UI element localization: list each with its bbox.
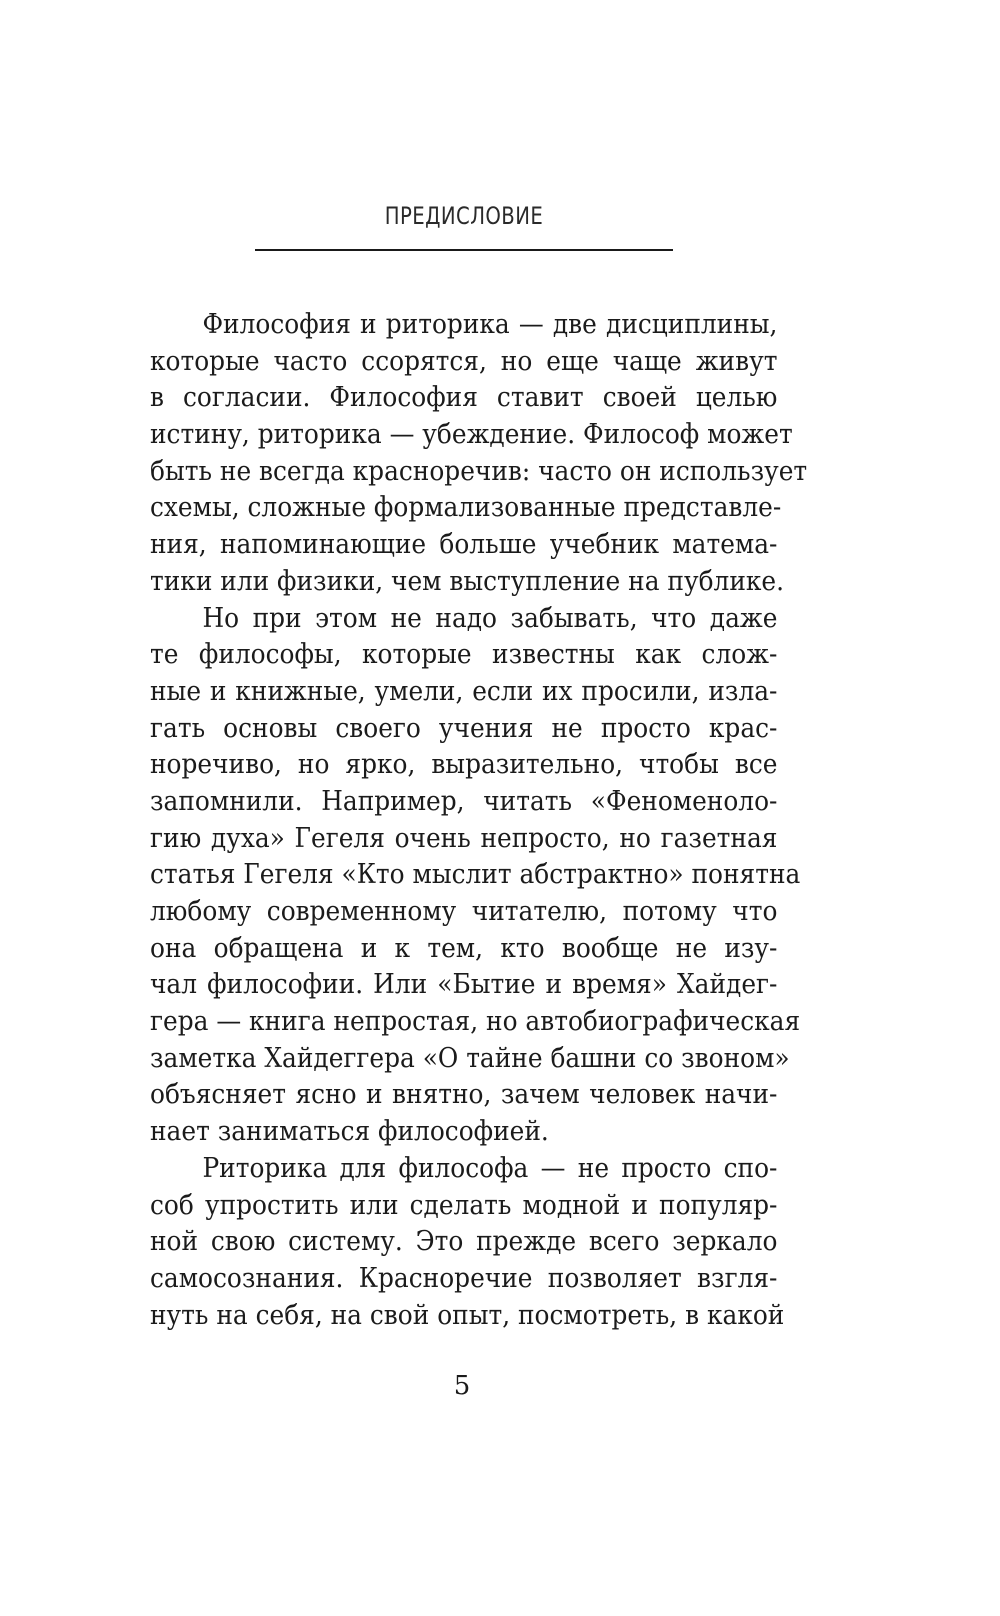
text-line: чал философии. Или «Бытие и время» Хайдег-: [150, 969, 778, 1001]
text-line: нает заниматься философией.: [150, 1116, 549, 1148]
text-line: запомнили. Например, читать «Феноменоло-: [150, 785, 778, 817]
text-line: гера — книга непростая, но автобиографическая: [150, 1006, 801, 1038]
text-line: статья Гегеля «Кто мыслит абстрактно» понятна: [150, 859, 801, 891]
text-line: Но при этом не надо забывать, что даже: [202, 602, 778, 634]
text-line: ные и книжные, умели, если их просили, изла-: [150, 675, 778, 707]
text-line: гать основы своего учения не просто крас-: [150, 712, 778, 744]
text-line: истину, риторика — убеждение. Философ может: [150, 419, 793, 451]
page-number: 5: [453, 1371, 471, 1401]
text-line: любому современному читателю, потому что: [150, 896, 778, 927]
text-line: те философы, которые известны как слож-: [150, 639, 778, 671]
text-line: гию духа» Гегеля очень непросто, но газетная: [150, 822, 778, 854]
text-line: которые часто ссорятся, но еще чаще живут: [150, 345, 778, 377]
text-line: норечиво, но ярко, выразительно, чтобы все: [150, 749, 778, 781]
text-line: самосознания. Красноречие позволяет взгля-: [150, 1262, 778, 1294]
text-line: Риторика для философа — не просто спо-: [202, 1152, 778, 1184]
text-line: заметка Хайдеггера «О тайне башни со звоном»: [150, 1042, 790, 1074]
body-text: [150, 307, 808, 1334]
text-line: соб упростить или сделать модной и популяр-: [150, 1189, 778, 1221]
text-line: в согласии. Философия ставит своей целью: [150, 382, 778, 414]
text-line: объясняет ясно и внятно, зачем человек начи-: [150, 1079, 778, 1111]
heading-rule: [255, 249, 673, 251]
section-heading: ПРЕДИСЛОВИЕ: [384, 202, 544, 230]
text-line: Философия и риторика — две дисциплины,: [202, 309, 778, 340]
text-line: она обращена и к тем, кто вообще не изу-: [150, 932, 778, 964]
text-line: ной свою систему. Это прежде всего зеркало: [150, 1226, 778, 1258]
text-line: быть не всегда красноречив: часто он использует: [150, 455, 808, 487]
text-line: схемы, сложные формализованные представле-: [150, 492, 782, 524]
text-line: нуть на себя, на свой опыт, посмотреть, в какой: [150, 1299, 785, 1331]
text-line: тики или физики, чем выступление на публике.: [150, 565, 784, 597]
text-line: ния, напоминающие больше учебник матема-: [150, 529, 778, 561]
